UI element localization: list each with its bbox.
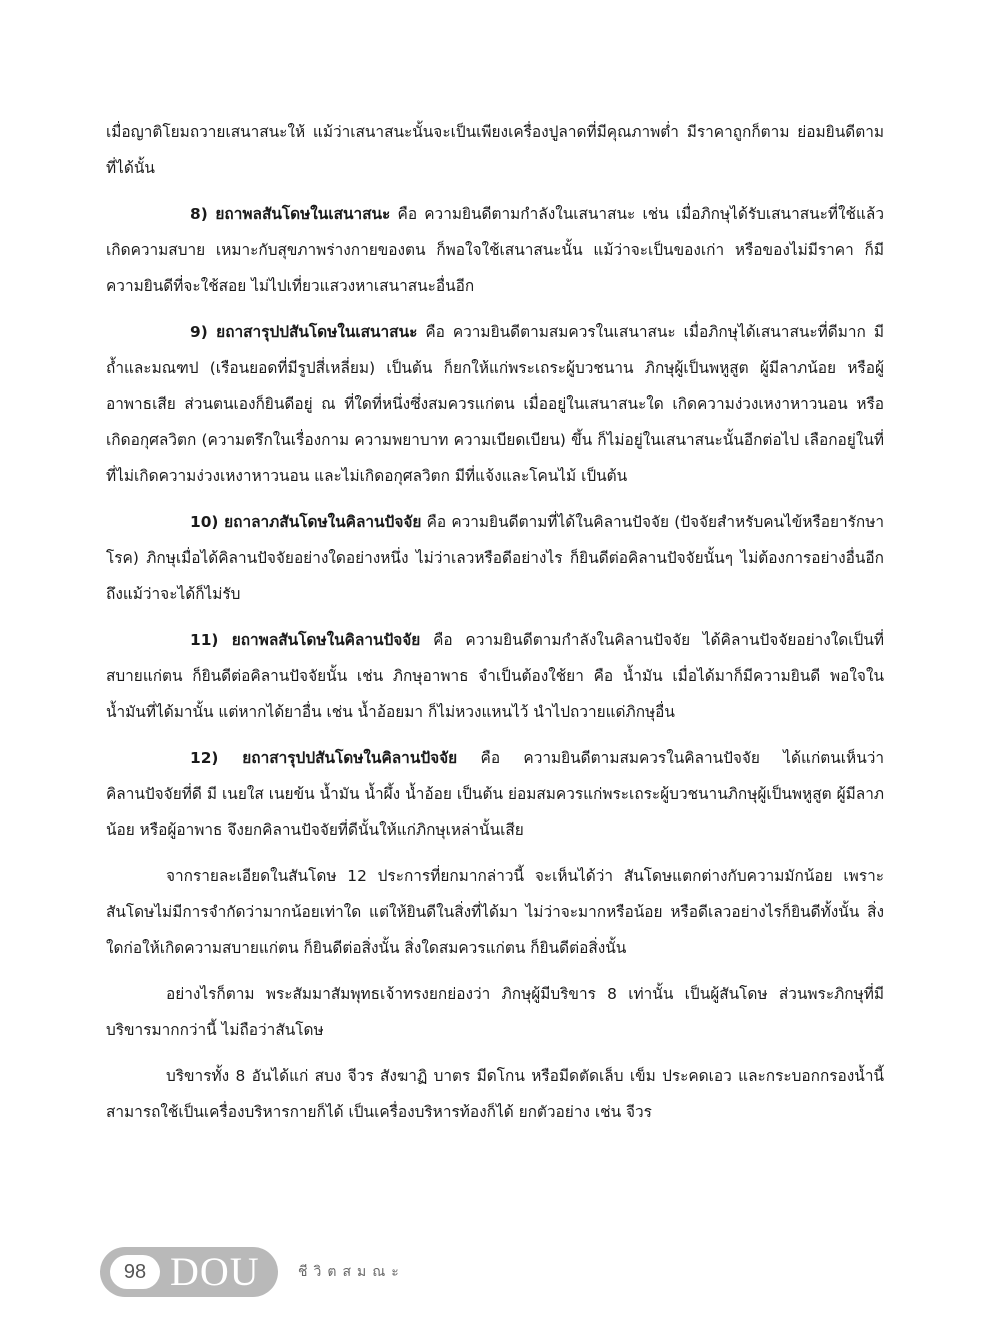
page-number: 98 <box>110 1255 160 1289</box>
paragraph-item-8 <box>106 196 884 304</box>
paragraph-eight-requisites-praise <box>106 976 884 1048</box>
term-heading: 11) ยถาพลสันโดษในคิลานปัจจัย <box>190 631 421 649</box>
brand-logo: DOU <box>170 1249 260 1294</box>
paragraph-item-10 <box>106 504 884 612</box>
paragraph-text: คือ ความยินดีตามที่ได้ในคิลานปัจจัย (ปัจจัยสำหรับคนไข้หรือยารักษาโรค) ภิกษุเมื่อได้คิลานปัจจัยอย่างใดอย่างหนึ่ง ไม่ว่าเลวหรือดีอย่างไร ก็ยินดีต่อคิลานปัจจัยนั้นๆ ไม่ต้องการอย่างอื่นอีก ถึงแม้ว่าจะได้ก็ไม่รับ <box>106 513 885 603</box>
term-heading: 9) ยถาสารุปปสันโดษในเสนาสนะ <box>190 323 418 341</box>
page-footer <box>100 1247 700 1297</box>
paragraph-text: อย่างไรก็ตาม พระสัมมาสัมพุทธเจ้าทรงยกย่องว่า ภิกษุผู้มีบริขาร 8 เท่านั้น เป็นผู้สันโดษ ส่วนพระภิกษุที่มีบริขารมากกว่านี้ ไม่ถือว่าสันโดษ <box>106 985 884 1039</box>
term-heading: 12) ยถาสารุปปสันโดษในคิลานปัจจัย <box>190 749 458 767</box>
paragraph-text: จากรายละเอียดในสันโดษ 12 ประการที่ยกมากล่าวนี้ จะเห็นได้ว่า สันโดษแตกต่างกับความมักน้อย เพราะสันโดษไม่มีการจำกัดว่ามากน้อยเท่าใด แต่ให้ยินดีในสิ่งที่ได้มา ไม่ว่าจะมากหรือน้อย หรือดีเลวอย่างไรก็ยินดีทั้งนั้น สิ่งใดก่อให้เกิดความสบายแก่ตน ก็ยินดีต่อสิ่งนั้น สิ่งใดสมควรแก่ตน ก็ยินดีต่อสิ่งนั้น <box>106 867 884 957</box>
paragraph-item-11 <box>106 622 884 730</box>
paragraph-senasana-continued <box>106 114 884 186</box>
term-heading: 10) ยถาลาภสันโดษในคิลานปัจจัย <box>190 513 422 531</box>
book-title: ชีวิตสมณะ <box>298 1264 405 1280</box>
paragraph-text: คือ ความยินดีตามสมควรในเสนาสนะ เมื่อภิกษุได้เสนาสนะที่ดีมาก มีถ้ำและมณฑป (เรือนยอดที่มีรูปสี่เหลี่ยม) เป็นต้น ก็ยกให้แก่พระเถระผู้บวชนาน ภิกษุผู้เป็นพหูสูต ผู้มีลาภน้อย หรือผู้อาพาธเสีย ส่วนตนเองก็ยินดีอยู่ ณ ที่ใดที่หนึ่งซึ่งสมควรแก่ตน เมื่ออยู่ในเสนาสนะใด เกิดความง่วงเหงาหาวนอน หรือเกิดอกุศลวิตก (ความตรึกในเรื่องกาม ความพยาบาท ความเบียดเบียน) ขึ้น ก็ไม่อยู่ในเสนาสนะนั้นอีกต่อไป เลือกอยู่ในที่ที่ไม่เกิดความง่วงเหงาหาวนอน และไม่เกิดอกุศลวิตก มีที่แจ้งและโคนไม้ เป็นต้น <box>106 323 884 485</box>
term-heading: 8) ยถาพลสันโดษในเสนาสนะ <box>190 205 391 223</box>
paragraph-text: คือ ความยินดีตามสมควรในคิลานปัจจัย ได้แก่ตนเห็นว่าคิลานปัจจัยที่ดี มี เนยใส เนยข้น น้ำมัน น้ำผึ้ง น้ำอ้อย เป็นต้น ย่อมสมควรแก่พระเถระผู้บวชนานภิกษุผู้เป็นพหูสูต ผู้มีลาภน้อย หรือผู้อาพาธ จึงยกคิลานปัจจัยที่ดีนั้นให้แก่ภิกษุเหล่านั้นเสีย <box>106 749 885 839</box>
paragraph-item-9 <box>106 314 884 494</box>
paragraph-text: เมื่อญาติโยมถวายเสนาสนะให้ แม้ว่าเสนาสนะนั้นจะเป็นเพียงเครื่องปูลาดที่มีคุณภาพต่ำ มีราคาถูกก็ตาม ย่อมยินดีตามที่ได้นั้น <box>106 123 884 177</box>
paragraph-summary <box>106 858 884 966</box>
paragraph-text: บริขารทั้ง 8 อันได้แก่ สบง จีวร สังฆาฏิ บาตร มีดโกน หรือมีดตัดเล็บ เข็ม ประคดเอว และกระบอกกรองน้ำนี้ สามารถใช้เป็นเครื่องบริหารกายก็ได้ เป็นเครื่องบริหารท้องก็ได้ ยกตัวอย่าง เช่น จีวร <box>106 1067 884 1121</box>
paragraph-text: คือ ความยินดีตามกำลังในเสนาสนะ เช่น เมื่อภิกษุได้รับเสนาสนะที่ใช้แล้วเกิดความสบาย เหมาะกับสุขภาพร่างกายของตน ก็พอใจใช้เสนาสนะนั้น แม้ว่าจะเป็นของเก่า หรือของไม่มีราคา ก็มีความยินดีที่จะใช้สอย ไม่ไปเที่ยวแสวงหาเสนาสนะอื่นอีก <box>106 205 884 295</box>
paragraph-eight-requisites-list <box>106 1058 884 1130</box>
page-body <box>106 114 884 1140</box>
paragraph-item-12 <box>106 740 884 848</box>
footer-badge <box>100 1247 278 1297</box>
paragraph-text: คือ ความยินดีตามกำลังในคิลานปัจจัย ได้คิลานปัจจัยอย่างใดเป็นที่สบายแก่ตน ก็ยินดีต่อคิลานปัจจัยนั้น เช่น ภิกษุอาพาธ จำเป็นต้องใช้ยา คือ น้ำมัน เมื่อได้มาก็มีความยินดี พอใจในน้ำมันที่ได้มานั้น แต่หากได้ยาอื่น เช่น น้ำอ้อยมา ก็ไม่หวงแหนไว้ นำไปถวายแด่ภิกษุอื่น <box>106 631 884 721</box>
